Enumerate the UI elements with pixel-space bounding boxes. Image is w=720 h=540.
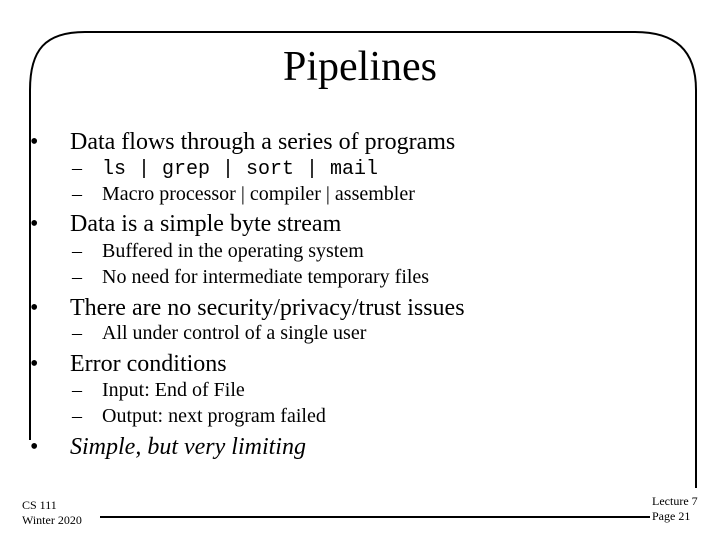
sub-bullet-dash: – xyxy=(72,379,82,401)
bullet-4-text: Error conditions xyxy=(70,351,227,377)
sub-bullet-4-2 xyxy=(72,404,326,428)
sub-bullet-dash: – xyxy=(72,266,82,288)
sub-bullet-4-1-text: Input: End of File xyxy=(102,379,245,401)
sub-bullet-3-1 xyxy=(72,321,366,345)
bullet-1 xyxy=(30,128,455,156)
bullet-dot: • xyxy=(30,129,39,155)
sub-bullet-dash: – xyxy=(72,240,82,262)
sub-bullet-dash: – xyxy=(72,322,82,344)
footer-page-number: Page 21 xyxy=(652,509,691,523)
footer-course-name: CS 111 xyxy=(22,498,57,512)
bullet-3-text: There are no security/privacy/trust issues xyxy=(70,295,465,321)
bullet-1-text: Data flows through a series of programs xyxy=(70,129,456,155)
bullet-dot: • xyxy=(30,351,39,377)
bullet-2-text: Data is a simple byte stream xyxy=(70,211,342,237)
sub-bullet-2-1-text: Buffered in the operating system xyxy=(102,240,364,262)
sub-bullet-2-2 xyxy=(72,265,429,289)
sub-bullet-4-1 xyxy=(72,378,245,402)
bullet-4 xyxy=(30,350,227,378)
bullet-5 xyxy=(30,433,306,461)
bullet-dot: • xyxy=(30,211,39,237)
sub-bullet-2-1 xyxy=(72,239,364,263)
bullet-2 xyxy=(30,210,341,238)
sub-bullet-1-1-text: ls | grep | sort | mail xyxy=(102,158,379,181)
slide-title: Pipelines xyxy=(283,44,437,90)
sub-bullet-1-2-text: Macro processor | compiler | assembler xyxy=(102,183,415,205)
footer-lecture: Lecture 7 xyxy=(652,494,698,508)
sub-bullet-1-2 xyxy=(72,182,415,206)
footer-term: Winter 2020 xyxy=(22,513,82,527)
bullet-dot: • xyxy=(30,295,39,321)
sub-bullet-dash: – xyxy=(72,183,82,205)
sub-bullet-dash: – xyxy=(72,405,82,427)
bullet-3 xyxy=(30,294,465,322)
sub-bullet-1-1 xyxy=(72,156,378,182)
sub-bullet-2-2-text: No need for intermediate temporary files xyxy=(102,266,430,288)
footer-course xyxy=(22,498,82,528)
sub-bullet-3-1-text: All under control of a single user xyxy=(102,322,367,344)
sub-bullet-4-2-text: Output: next program failed xyxy=(102,405,326,427)
footer-page-info xyxy=(652,494,698,524)
bullet-dot: • xyxy=(30,434,39,460)
bullet-5-text: Simple, but very limiting xyxy=(70,434,306,460)
sub-bullet-dash: – xyxy=(72,157,82,179)
